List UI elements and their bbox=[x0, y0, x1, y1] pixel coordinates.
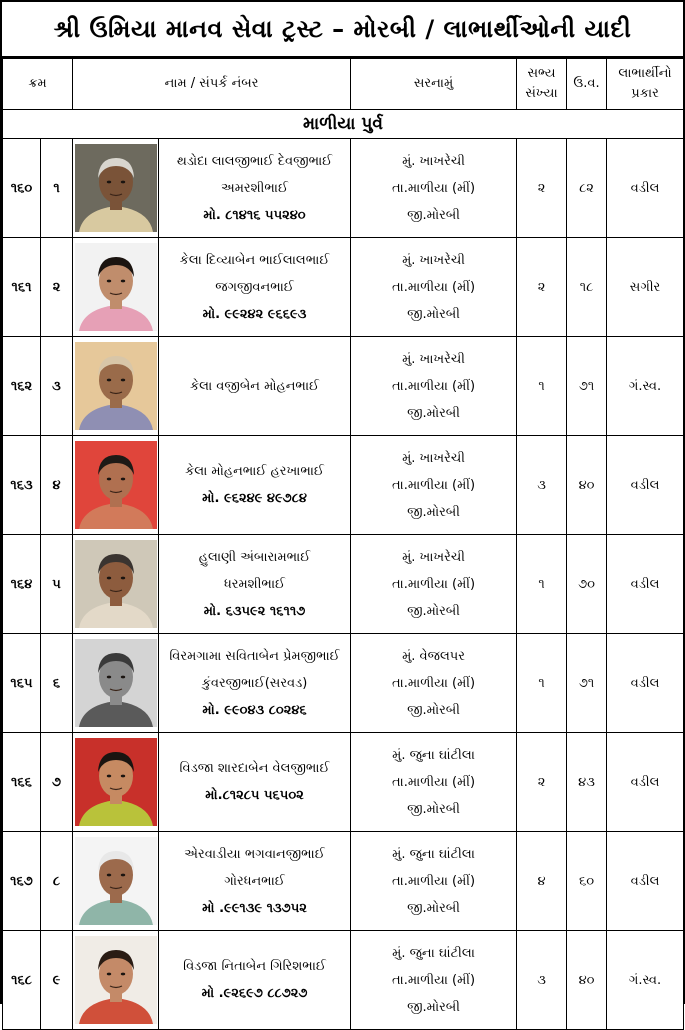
age: ૭૧ bbox=[567, 337, 607, 436]
sub-number: ૨ bbox=[41, 238, 73, 337]
photo-cell bbox=[73, 931, 159, 1030]
photo-cell bbox=[73, 436, 159, 535]
serial-number: ૧૬૩ bbox=[3, 436, 41, 535]
beneficiary-photo bbox=[75, 441, 157, 529]
beneficiary-photo bbox=[75, 540, 157, 628]
beneficiary-table bbox=[2, 58, 684, 1030]
beneficiary-photo bbox=[75, 342, 157, 430]
beneficiary-photo bbox=[75, 738, 157, 826]
table-row bbox=[3, 436, 684, 535]
address: મું. ખાખરેચી તા.માળીયા (મીં) જી.મોરબી bbox=[351, 535, 517, 634]
beneficiary-type: વડીલ bbox=[607, 436, 684, 535]
beneficiary-photo bbox=[75, 936, 157, 1024]
serial-number: ૧૬૪ bbox=[3, 535, 41, 634]
sub-number: ૬ bbox=[41, 634, 73, 733]
beneficiary-photo bbox=[75, 144, 157, 232]
name-contact: કેલા દિવ્યાબેન ભાઈલાલભાઈ જગજીવનભાઈ મો. ૯૯૨૪૨ ૯૬૬૯૩ bbox=[159, 238, 351, 337]
table-row bbox=[3, 931, 684, 1030]
name-contact: હુલાણી અંબારામભાઈ ધરમશીભાઈ મો. ૬૩૫૯૨ ૧૬૧૧૭ bbox=[159, 535, 351, 634]
member-count: ૩ bbox=[517, 931, 567, 1030]
beneficiary-type: વડીલ bbox=[607, 832, 684, 931]
age: ૪૦ bbox=[567, 931, 607, 1030]
header-sr: ક્રમ bbox=[3, 59, 73, 110]
name-contact: વિરમગામા સવિતાબેન પ્રેમજીભાઈ કુંવરજીભાઈ(સરવડ) મો. ૯૯૦૪૩ ૮૦૨૪૬ bbox=[159, 634, 351, 733]
beneficiary-photo bbox=[75, 639, 157, 727]
beneficiary-photo-frame bbox=[75, 144, 157, 232]
beneficiary-type: વડીલ bbox=[607, 733, 684, 832]
age: ૪૩ bbox=[567, 733, 607, 832]
member-count: ૨ bbox=[517, 139, 567, 238]
age: ૪૦ bbox=[567, 436, 607, 535]
photo-cell bbox=[73, 238, 159, 337]
address: મું. ખાખરેચી તા.માળીયા (મીં) જી.મોરબી bbox=[351, 436, 517, 535]
table-row bbox=[3, 832, 684, 931]
table-row bbox=[3, 733, 684, 832]
sub-number: ૫ bbox=[41, 535, 73, 634]
table-row bbox=[3, 634, 684, 733]
address: મું. ખાખરેચી તા.માળીયા (મીં) જી.મોરબી bbox=[351, 139, 517, 238]
serial-number: ૧૬૬ bbox=[3, 733, 41, 832]
serial-number: ૧૬૫ bbox=[3, 634, 41, 733]
beneficiary-photo bbox=[75, 837, 157, 925]
header-address: સરનામું bbox=[351, 59, 517, 110]
beneficiary-photo-frame bbox=[75, 639, 157, 727]
header-name: નામ / સંપર્ક નંબર bbox=[73, 59, 351, 110]
photo-cell bbox=[73, 337, 159, 436]
member-count: ૨ bbox=[517, 238, 567, 337]
beneficiary-photo-frame bbox=[75, 342, 157, 430]
serial-number: ૧૬૦ bbox=[3, 139, 41, 238]
photo-cell bbox=[73, 535, 159, 634]
member-count: ૧ bbox=[517, 535, 567, 634]
photo-cell bbox=[73, 139, 159, 238]
name-contact: વિડજા નિતાબેન ગિરિશભાઈ મો .૯૨૬૯૭ ૮૮૭૨૭ bbox=[159, 931, 351, 1030]
address: મું. વેજલપર તા.માળીયા (મીં) જી.મોરબી bbox=[351, 634, 517, 733]
beneficiary-photo-frame bbox=[75, 540, 157, 628]
table-row bbox=[3, 535, 684, 634]
photo-cell bbox=[73, 832, 159, 931]
beneficiary-type: ગં.સ્વ. bbox=[607, 337, 684, 436]
sub-number: ૭ bbox=[41, 733, 73, 832]
address: મું. જુના ઘાંટીલા તા.માળીયા (મીં) જી.મોરબી bbox=[351, 931, 517, 1030]
beneficiary-type: વડીલ bbox=[607, 535, 684, 634]
page-title: શ્રી ઉમિયા માનવ સેવા ટ્રસ્ટ – મોરબી / લાભાર્થીઓની યાદી bbox=[2, 0, 683, 58]
beneficiary-type: સગીર bbox=[607, 238, 684, 337]
header-age: ઉ.વ. bbox=[567, 59, 607, 110]
address: મું. ખાખરેચી તા.માળીયા (મીં) જી.મોરબી bbox=[351, 238, 517, 337]
age: ૧૮ bbox=[567, 238, 607, 337]
address: મું. જુના ઘાંટીલા તા.માળીયા (મીં) જી.મોરબી bbox=[351, 733, 517, 832]
age: ૮૨ bbox=[567, 139, 607, 238]
section-title: માળીયા પુર્વ bbox=[3, 110, 684, 139]
table-row bbox=[3, 139, 684, 238]
member-count: ૩ bbox=[517, 436, 567, 535]
name-contact: વિડજા શારદાબેન વેલજીભાઈ મો.૮૧૨૮૫ ૫૬૫૦૨ bbox=[159, 733, 351, 832]
age: ૭૦ bbox=[567, 535, 607, 634]
photo-cell bbox=[73, 634, 159, 733]
beneficiary-photo-frame bbox=[75, 738, 157, 826]
name-contact: કેલા વજીબેન મોહનભાઈ bbox=[159, 337, 351, 436]
sub-number: ૩ bbox=[41, 337, 73, 436]
table-row bbox=[3, 337, 684, 436]
section-row bbox=[3, 110, 684, 139]
beneficiary-photo-frame bbox=[75, 837, 157, 925]
address: મું. ખાખરેચી તા.માળીયા (મીં) જી.મોરબી bbox=[351, 337, 517, 436]
beneficiary-photo-frame bbox=[75, 243, 157, 331]
serial-number: ૧૬૭ bbox=[3, 832, 41, 931]
header-type: લાભાર્થીનો પ્રકાર bbox=[607, 59, 684, 110]
member-count: ૧ bbox=[517, 337, 567, 436]
sub-number: ૮ bbox=[41, 832, 73, 931]
beneficiary-photo-frame bbox=[75, 936, 157, 1024]
address: મું. જુના ઘાંટીલા તા.માળીયા (મીં) જી.મોરબી bbox=[351, 832, 517, 931]
beneficiary-type: વડીલ bbox=[607, 634, 684, 733]
table-header-row bbox=[3, 59, 684, 110]
member-count: ૪ bbox=[517, 832, 567, 931]
serial-number: ૧૬૮ bbox=[3, 931, 41, 1030]
sub-number: ૧ bbox=[41, 139, 73, 238]
beneficiary-type: વડીલ bbox=[607, 139, 684, 238]
member-count: ૨ bbox=[517, 733, 567, 832]
photo-cell bbox=[73, 733, 159, 832]
name-contact: થડોદા લાલજીભાઈ દેવજીભાઈ અમરશીભાઈ મો. ૮૧૪૧૬ ૫૫૨૪૦ bbox=[159, 139, 351, 238]
member-count: ૧ bbox=[517, 634, 567, 733]
beneficiary-type: ગં.સ્વ. bbox=[607, 931, 684, 1030]
serial-number: ૧૬૧ bbox=[3, 238, 41, 337]
table-row bbox=[3, 238, 684, 337]
name-contact: એરવાડીયા ભગવાનજીભાઈ ગોરધનભાઈ મો .૯૯૧૩૯ ૧૩૭૫૨ bbox=[159, 832, 351, 931]
beneficiary-photo bbox=[75, 243, 157, 331]
beneficiary-photo-frame bbox=[75, 441, 157, 529]
sub-number: ૪ bbox=[41, 436, 73, 535]
serial-number: ૧૬૨ bbox=[3, 337, 41, 436]
sub-number: ૯ bbox=[41, 931, 73, 1030]
age: ૬૦ bbox=[567, 832, 607, 931]
header-members: સભ્ય સંખ્યા bbox=[517, 59, 567, 110]
name-contact: કેલા મોહનભાઈ હરખાભાઈ મો. ૯૬૨૪૯ ૪૯૭૮૪ bbox=[159, 436, 351, 535]
age: ૭૧ bbox=[567, 634, 607, 733]
